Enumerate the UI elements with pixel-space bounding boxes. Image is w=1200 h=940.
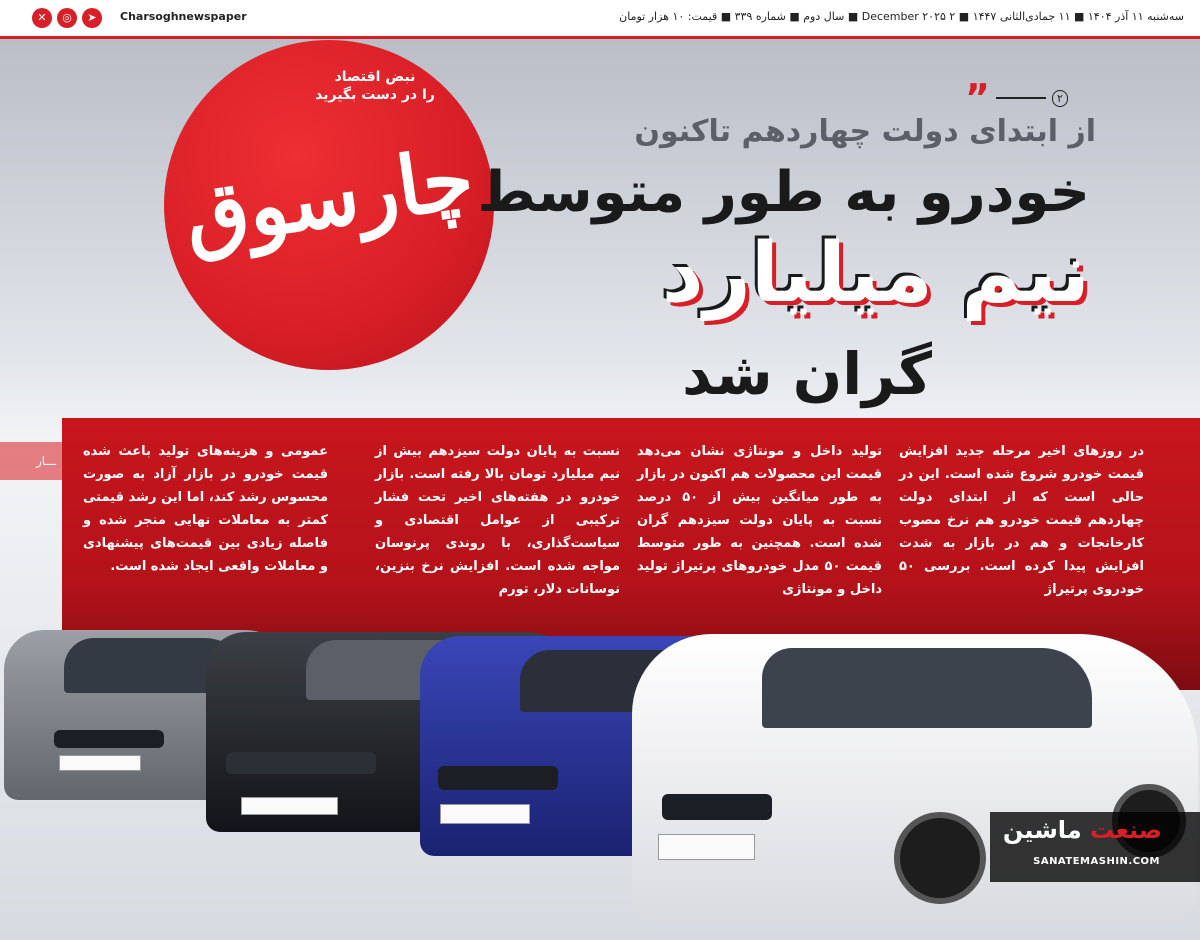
watermark — [990, 812, 1200, 882]
side-tab — [0, 442, 62, 480]
watermark-brand — [1003, 816, 1162, 844]
section-rule — [996, 97, 1046, 99]
social-handle: Charsoghnewspaper — [120, 10, 247, 23]
car-grill — [226, 752, 376, 774]
watermark-brand-part2: ماشین — [1002, 816, 1082, 844]
watermark-brand-part1: صنعت — [1090, 816, 1162, 844]
masthead-slogan — [300, 68, 450, 104]
car-grill — [662, 794, 772, 820]
slogan-line-1: نبض اقتصاد — [334, 69, 416, 85]
article-column-2: تولید داخل و مونتاژی نشان می‌دهد قیمت این محصولات هم اکنون در بازار به طور میانگین بیش از ۵۰ درصد نسبت به پایان دولت سیزدهم گران شده است. همچنین به طور متوسط قیمت ۵۰ مدل خودروهای پرتیراژ تولید داخل و مونتاژی — [637, 444, 883, 597]
car-grill — [438, 766, 558, 790]
headline-line-2: نیم میلیارد — [661, 226, 1090, 321]
car-plate — [440, 804, 530, 824]
social-links — [32, 8, 102, 28]
issue-info: سه‌شنبه ۱۱ آذر ۱۴۰۴ ■ ۱۱ جمادی‌الثانی ۱۴۴۷ ■ ۲ December ۲۰۲۵ ■ سال دوم ■ شماره ۳۳۹ ■ قیمت: ۱۰ هزار تومان — [619, 10, 1184, 23]
car-plate — [59, 755, 141, 771]
side-tab-label: ـــار — [36, 454, 56, 468]
watermark-url: SANATEMASHIN.COM — [1033, 856, 1160, 867]
page-number: ۲ — [1052, 90, 1068, 107]
headline-kicker: از ابتدای دولت چهاردهم تاکنون — [634, 114, 1096, 149]
article-column-3: نسبت به پایان دولت سیزدهم بیش از نیم میلیارد تومان بالا رفته است. بازار خودرو در هفته‌های اخیر تحت فشار ترکیبی از عوامل اقتصادی و سیاست‌گذاری، با روندی پرنوسان مواجه شده است. افزایش نرخ بنزین، نوسانات دلار، تورم — [375, 444, 620, 597]
car-plate — [658, 834, 755, 860]
telegram-icon[interactable]: ➤ — [82, 8, 102, 28]
slogan-line-2: را در دست بگیرید — [315, 87, 435, 103]
headline-line-3: گران شد — [682, 340, 932, 408]
car-wheel — [894, 812, 986, 904]
top-bar — [0, 0, 1200, 37]
instagram-icon[interactable]: ◎ — [57, 8, 77, 28]
car-plate — [241, 797, 338, 815]
article-column-4: عمومی و هزینه‌های تولید باعث شده قیمت خودرو در بازار آزاد به صورت محسوس رشد کند، اما این رشد قیمتی کمتر به معاملات نهایی منجر شده و فاصله زیادی بین قیمت‌های پیشنهادی و معاملات واقعی ایجاد شده است. — [83, 444, 328, 574]
x-icon[interactable]: ✕ — [32, 8, 52, 28]
car-grill — [54, 730, 164, 748]
article-column-1: در روزهای اخیر مرحله جدید افزایش قیمت خودرو شروع شده است. این در حالی است که از ابتدای دولت چهاردهم قیمت خودرو هم نرخ مصوب کارخانجات و هم در بازار به شدت افزایش پیدا کرده است. بررسی ۵۰ خودروی پرتیراژ — [899, 444, 1144, 597]
masthead-logo-text: چارسوق — [178, 130, 480, 266]
headline-line-1: خودرو به طور متوسط — [477, 160, 1090, 225]
car-windshield — [762, 648, 1092, 728]
quote-mark-icon: ” — [965, 76, 990, 120]
section-marker — [965, 76, 1068, 120]
